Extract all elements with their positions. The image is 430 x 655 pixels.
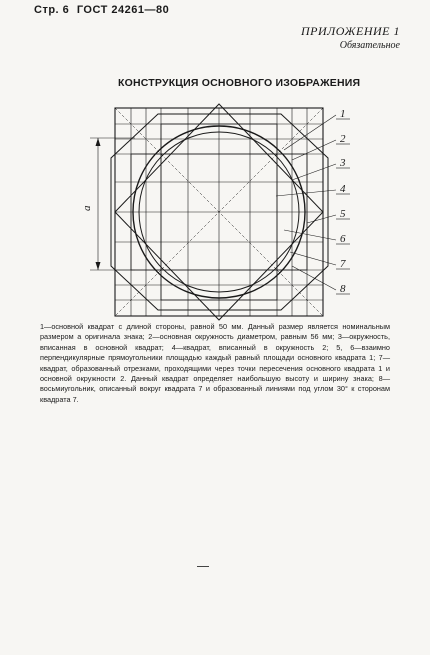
callout-numbers [336,108,350,295]
figure-caption [40,322,390,405]
callout-3: 3 [340,157,346,169]
dimension-a [90,138,135,270]
caption-text: 1—основной квадрат с длиной стороны, равной 50 мм. Данный размер является номинальным размером а оригинала знака; 2—основная окружность диаметром, равным 56 мм; 3—окружность, вписанная в основной квадрат; 4—квадрат, вписанный в окружность 2; 5, 6—взаимно перпендикулярные прямоугольники площадью каждый равный площади основного квадрата 1; 7—квадрат, образованный отрезками, проходящими через точки пересечения основного квадрата 1 и основной окружности 2. Данный квадрат определяет наибольшую высоту и ширину знака; 8—восьмиугольник, описанный вокруг квадрата 7 и образованный линиями под углом 30° к сторонам квадрата 7. [40,322,390,404]
callout-leaders [276,115,336,290]
callout-6: 6 [340,233,346,245]
page-number: Стр. 6 [34,4,70,16]
callout-8: 8 [340,283,346,295]
appendix-subtitle: Обязательное [339,40,400,51]
dimension-a-label: a [81,205,93,211]
bottom-mark [197,566,209,567]
callout-1: 1 [340,108,346,120]
standard-number: ГОСТ 24261—80 [76,4,170,16]
callout-4: 4 [340,183,346,195]
appendix-title: ПРИЛОЖЕНИЕ 1 [301,24,400,38]
callout-5: 5 [340,208,346,220]
callout-2: 2 [340,133,346,145]
figure-title: КОНСТРУКЦИЯ ОСНОВНОГО ИЗОБРАЖЕНИЯ [118,77,361,89]
callout-7: 7 [340,258,346,270]
